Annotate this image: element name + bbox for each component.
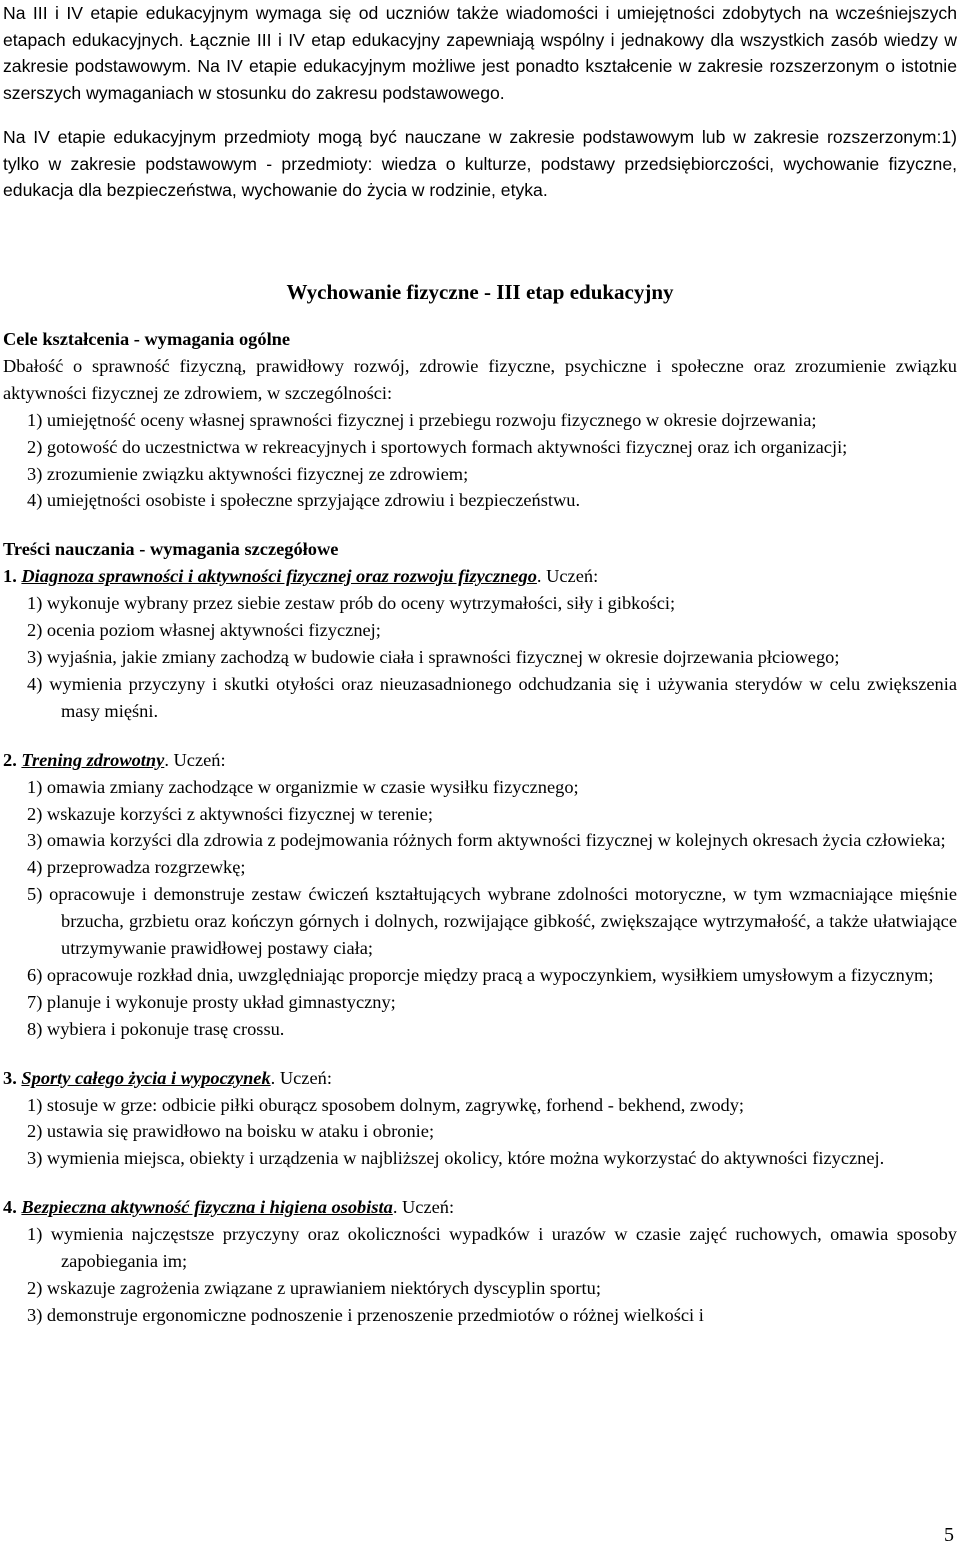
- section-number: 4.: [3, 1197, 17, 1218]
- list-item: 2) wskazuje zagrożenia związane z uprawianiem niektórych dyscyplin sportu;: [27, 1278, 601, 1298]
- list-item: 1) umiejętność oceny własnej sprawności fizycznej i przebiegu rozwoju fizycznego w okresie dojrzewania;: [27, 409, 817, 430]
- section-4: [3, 1194, 957, 1329]
- document-page: [3, 0, 957, 1325]
- section-header: [3, 563, 957, 590]
- section-list: [3, 1092, 957, 1173]
- section-suffix: . Uczeń:: [164, 749, 226, 770]
- list-item: 4) wymienia przyczyny i skutki otyłości oraz nieuzasadnionego odchudzania się i używania sterydów w celu zwiększenia masy mięśni.: [27, 673, 957, 721]
- section-header: [3, 747, 957, 774]
- intro-paragraph-2: Na IV etapie edukacyjnym przedmioty mogą być nauczane w zakresie podstawowym lub w zakresie rozszerzonym:1) tylko w zakresie podstawowym - przedmioty: wiedza o kulturze, podstawy przedsiębiorczości, wychowanie fizyczne, edukacja dla bezpieczeństwa, wychowanie do życia w rodzinie, etyka.: [3, 127, 957, 200]
- section-suffix: . Uczeń:: [270, 1067, 332, 1088]
- section-title: Diagnoza sprawności i aktywności fizycznej oraz rozwoju fizycznego: [21, 566, 537, 587]
- section-title: Trening zdrowotny: [21, 749, 165, 770]
- list-item: 2) wskazuje korzyści z aktywności fizycznej w terenie;: [27, 803, 433, 824]
- list-item: 7) planuje i wykonuje prosty układ gimnastyczny;: [27, 991, 396, 1012]
- list-item: 1) wymienia najczęstsze przyczyny oraz okoliczności wypadków i urazów w czasie zajęć ruchowych, omawia sposoby zapobiegania im;: [27, 1224, 957, 1272]
- goals-lead: Dbałość o sprawność fizyczną, prawidłowy rozwój, zdrowie fizyczne, psychiczne i społeczne oraz zrozumienie związku aktywności fizycznej ze zdrowiem, w szczególności:: [3, 355, 957, 403]
- section-suffix: . Uczeń:: [536, 566, 599, 587]
- list-item: 4) przeprowadza rozgrzewkę;: [27, 857, 246, 878]
- section-header: [3, 1194, 957, 1221]
- list-item: 3) zrozumienie związku aktywności fizycznej ze zdrowiem;: [27, 463, 469, 484]
- list-item: 2) gotowość do uczestnictwa w rekreacyjnych i sportowych formach aktywności fizycznej oraz ich organizacji;: [27, 436, 848, 457]
- document-body: [3, 326, 957, 1329]
- list-item: 6) opracowuje rozkład dnia, uwzględniając proporcje między pracą a wypoczynkiem, wysiłkiem umysłowym a fizycznym;: [27, 964, 934, 985]
- section-header: [3, 1065, 957, 1092]
- list-item: 3) omawia korzyści dla zdrowia z podejmowania różnych form aktywności fizycznej w kolejnych okresach życia człowieka;: [27, 830, 946, 851]
- intro-paragraph-1: Na III i IV etapie edukacyjnym wymaga się od uczniów także wiadomości i umiejętności zdobytych na wcześniejszych etapach edukacyjnych. Łącznie III i IV etap edukacyjny zapewniają wspólny i jednakowy dla wszystkich zasób wiedzy w zakresie podstawowym. Na IV etapie edukacyjnym możliwe jest ponadto kształcenie w zakresie rozszerzonym o istotnie szerszych wymaganiach w stosunku do zakresu podstawowego.: [3, 3, 957, 103]
- section-suffix: . Uczeń:: [392, 1197, 455, 1218]
- list-item: 2) ustawia się prawidłowo na boisku w ataku i obronie;: [27, 1121, 435, 1142]
- list-item: 3) wyjaśnia, jakie zmiany zachodzą w budowie ciała i sprawności fizycznej w okresie dojrzewania płciowego;: [27, 646, 840, 667]
- goals-heading: Cele kształcenia - wymagania ogólne: [3, 329, 291, 349]
- section-3: [3, 1065, 957, 1173]
- section-list: [3, 774, 957, 1043]
- section-1: [3, 563, 957, 724]
- list-item: 1) omawia zmiany zachodzące w organizmie w czasie wysiłku fizycznego;: [27, 776, 579, 797]
- content-heading: Treści nauczania - wymagania szczegółowe: [3, 539, 339, 560]
- list-item: 8) wybiera i pokonuje trasę crossu.: [27, 1018, 285, 1039]
- section-list: [3, 590, 957, 725]
- section-number: 1.: [3, 566, 17, 587]
- list-item: 4) umiejętności osobiste i społeczne sprzyjające zdrowiu i bezpieczeństwu.: [27, 490, 581, 511]
- section-title: Bezpieczna aktywność fizyczna i higiena osobista: [21, 1197, 393, 1218]
- list-item: 1) stosuje w grze: odbicie piłki oburącz sposobem dolnym, zagrywkę, forhend - bekhend, zwody;: [27, 1094, 745, 1115]
- section-list: [3, 1221, 957, 1329]
- list-item: 1) wykonuje wybrany przez siebie zestaw prób do oceny wytrzymałości, siły i gibkości;: [27, 593, 676, 614]
- list-item: 3) demonstruje ergonomiczne podnoszenie i przenoszenie przedmiotów o różnej wielkości i: [27, 1304, 704, 1325]
- list-item: 5) opracowuje i demonstruje zestaw ćwiczeń kształtujących wybrane zdolności motoryczne, w tym wzmacniające mięśnie brzucha, grzbietu oraz kończyn górnych i dolnych, rozwijające gibkość, zwiększające wytrzymałość, a także ułatwiające utrzymywanie prawidłowej postawy ciała;: [27, 884, 957, 959]
- section-2: [3, 747, 957, 1043]
- list-item: 2) ocenia poziom własnej aktywności fizycznej;: [27, 620, 381, 641]
- section-number: 2.: [3, 749, 17, 770]
- goals-list: [3, 407, 957, 515]
- page-number: 5: [944, 1524, 954, 1546]
- page-title: Wychowanie fizyczne - III etap edukacyjny: [286, 280, 674, 304]
- section-title: Sporty całego życia i wypoczynek: [21, 1067, 271, 1088]
- intro: [3, 0, 957, 204]
- section-number: 3.: [3, 1067, 17, 1088]
- list-item: 3) wymienia miejsca, obiekty i urządzenia w najbliższej okolicy, które można wykorzystać do aktywności fizycznej.: [27, 1148, 885, 1169]
